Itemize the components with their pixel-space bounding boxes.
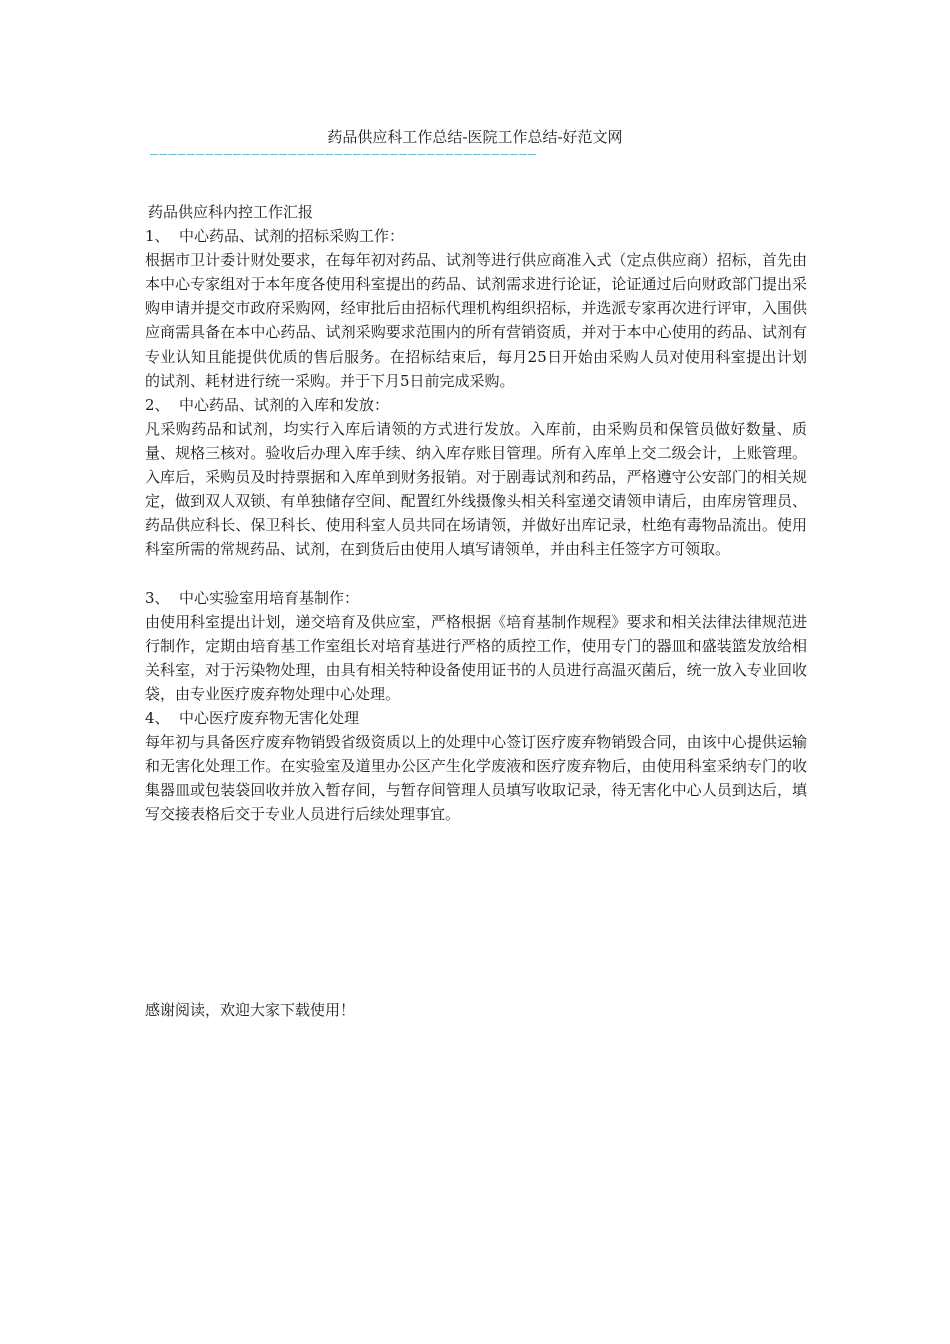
section-heading-1: [145, 224, 807, 248]
section-number-2: 2、: [145, 395, 170, 414]
section-number-1: 1、: [145, 227, 170, 246]
section-title-3: 中心实验室用培育基制作：: [179, 588, 360, 607]
closing-note: 感谢阅读，欢迎大家下载使用！: [145, 1001, 356, 1019]
section-heading-2: [145, 393, 807, 417]
section-body-1: 根据市卫计委计财处要求，在每年初对药品、试剂等进行供应商准入式（定点供应商）招标，首先由本中心专家组对于本年度各使用科室提出的药品、试剂需求进行论证，论证通过后向财政部门提出采购申请并提交市政府采购网，经审批后由招标代理机构组织招标，并选派专家再次进行评审，入围供应商需具备在本中心药品、试剂采购要求范围内的所有营销资质，并对于本中心使用的药品、试剂有专业认知且能提供优质的售后服务。在招标结束后，每月25日开始由采购人员对使用科室提出计划的试剂、耗材进行统一采购。并于下月5日前完成采购。: [145, 251, 807, 390]
title-divider: ——————————————————————————————————————————: [150, 149, 538, 161]
section-body-4: 每年初与具备医疗废弃物销毁省级资质以上的处理中心签订医疗废弃物销毁合同，由该中心提供运输和无害化处理工作。在实验室及道里办公区产生化学废液和医疗废弃物后，由使用科室采纳专门的收集器皿或包装袋回收并放入暂存间，与暂存间管理人员填写收取记录，待无害化中心人员到达后，填写交接表格后交于专业人员进行后续处理事宜。: [145, 733, 807, 824]
document-body: [145, 200, 807, 826]
section-body-3: 由使用科室提出计划，递交培育及供应室，严格根据《培育基制作规程》要求和相关法律法律规范进行制作，定期由培育基工作室组长对培育基进行严格的质控工作，使用专门的器皿和盛装篮发放给相关科室，对于污染物处理，由具有相关特种设备使用证书的人员进行高温灭菌后，统一放入专业回收袋，由专业医疗废弃物处理中心处理。: [145, 612, 807, 703]
section-title-4: 中心医疗废弃物无害化处理: [179, 708, 360, 727]
section-body-2: 凡采购药品和试剂，均实行入库后请领的方式进行发放。入库前，由采购员和保管员做好数量、质量、规格三核对。验收后办理入库手续、纳入库存账目管理。所有入库单上交二级会计，上账管理。入库后，采购员及时持票据和入库单到财务报销。对于剧毒试剂和药品，严格遵守公安部门的相关规定，做到双人双锁、有单独储存空间、配置红外线摄像头相关科室递交请领申请后，由库房管理员、药品供应科长、保卫科长、使用科室人员共同在场请领，并做好出库记录，杜绝有毒物品流出。使用科室所需的常规药品、试剂，在到货后由使用人填写请领单，并由科主任签字方可领取。: [145, 419, 807, 559]
section-heading-3: [145, 586, 807, 610]
section-heading-4: [145, 706, 807, 730]
section-number-4: 4、: [145, 708, 170, 727]
page-title: 药品供应科工作总结-医院工作总结-好范文网: [327, 128, 623, 146]
section-number-3: 3、: [145, 588, 170, 607]
section-title-2: 中心药品、试剂的入库和发放：: [179, 395, 390, 414]
section-title-1: 中心药品、试剂的招标采购工作：: [179, 227, 405, 246]
report-heading: 药品供应科内控工作汇报: [148, 203, 314, 221]
paragraph-spacer: [145, 561, 807, 585]
